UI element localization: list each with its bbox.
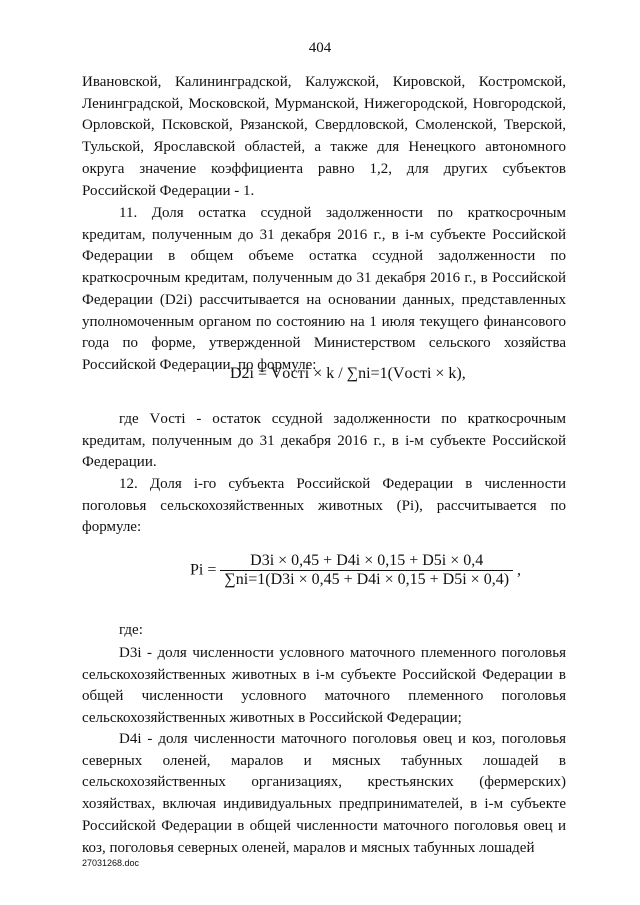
definition-d3i [82,643,566,730]
continuation-paragraph [82,72,566,202]
formula-denominator: ∑ni=1(D3i × 0,45 + D4i × 0,15 + D5i × 0,4) [224,571,510,588]
page-number: 404 [308,40,332,56]
where-label [82,620,566,642]
definition-d4i [82,729,566,859]
clause-12 [82,474,566,539]
paragraph-text: Ивановской, Калининградской, Калужской, Кировской, Костромской, Ленинградской, Московской, Мурманской, Нижегородской, Новгородской, Орловской, Псковской, Рязанской, Свердловской, Смоленской, Тверской, Тульской, Ярославской областей, а также для Ненецкого автономного округа значение коэффициента равно 1,2, для других субъектов Российской Федерации - 1. [82,74,566,199]
clause-11 [82,203,566,377]
document-footer: 27031268.doc [82,858,140,868]
formula-fraction [220,552,513,589]
paragraph-text: где: [119,622,143,638]
where-definition-1 [82,409,566,474]
paragraph-text: 12. Доля i-го субъекта Российской Федерации в численности поголовья сельскохозяйственных животных (Pi), рассчитывается по формуле: [82,476,566,536]
paragraph-text: D4i - доля численности маточного поголовья овец и коз, поголовья северных оленей, маралов и мясных табунных лошадей в сельскохозяйственных организациях, крестьянских (фермерских) хозяйствах, включая индивидуальных предпринимателей, в i-м субъекте Российской Федерации в общей численности маточного поголовья овец и коз, поголовья северных оленей, маралов и мясных табунных лошадей [82,731,566,856]
formula-end: , [517,561,522,579]
formula-lhs: Pi = [190,561,217,579]
formula-numerator: D3i × 0,45 + D4i × 0,15 + D5i × 0,4 [220,552,513,571]
paragraph-text: 11. Доля остатка ссудной задолженности по краткосрочным кредитам, полученным до 31 декабря 2016 г., в i-м субъекте Российской Федерации в общем объеме остатка ссудной задолженности по краткосрочным кредитам, полученным до 31 декабря 2016 г., в Российской Федерации (D2i) рассчитывается на основании данных, представленных уполномоченным органом по состоянию на 1 июля текущего финансового года по форме, утвержденной Министерством сельского хозяйства Российской Федерации, по формуле: [82,205,566,373]
formula-pi [190,552,521,589]
formula-d2i: D2i = Vостi × k / ∑ni=1(Vостi × k), [230,365,466,382]
paragraph-text: где Vостi - остаток ссудной задолженности по краткосрочным кредитам, полученным до 31 декабря 2016 г., в i-м субъекте Российской Федерации. [82,411,566,471]
paragraph-text: D3i - доля численности условного маточного племенного поголовья сельскохозяйственных животных в i-м субъекте Российской Федерации в общей численности условного маточного племенного поголовья сельскохозяйственных животных в Российской Федерации; [82,645,566,727]
